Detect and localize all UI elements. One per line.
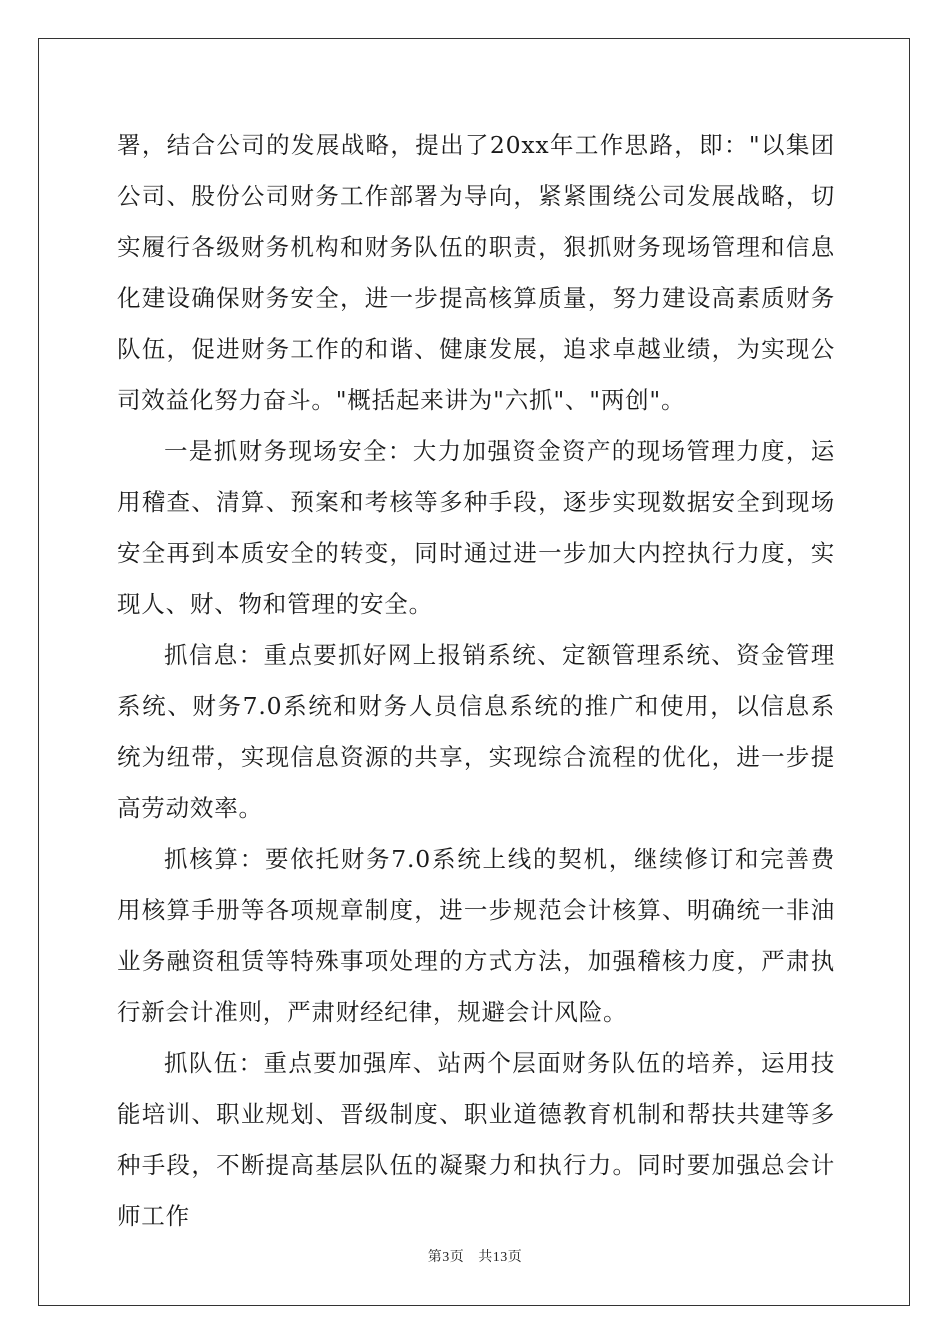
paragraph-team: 抓队伍：重点要加强库、站两个层面财务队伍的培养，运用技能培训、职业规划、晋级制度、职业道德教育机制和帮扶共建等多种手段，不断提高基层队伍的凝聚力和执行力。同时要加强总会计师工作 bbox=[117, 1049, 835, 1230]
paragraph-information: 抓信息：重点要抓好网上报销系统、定额管理系统、资金管理系统、财务7.0系统和财务人员信息系统的推广和使用，以信息系统为纽带，实现信息资源的共享，实现综合流程的优化，进一步提高劳动效率。 bbox=[117, 641, 835, 822]
paragraph-safety: 一是抓财务现场安全：大力加强资金资产的现场管理力度，运用稽查、清算、预案和考核等多种手段，逐步实现数据安全到现场安全再到本质安全的转变，同时通过进一步加大内控执行力度，实现人、财、物和管理的安全。 bbox=[117, 437, 835, 618]
page-number: 第3页 bbox=[427, 1250, 465, 1265]
document-body bbox=[117, 120, 835, 1242]
page-total: 共13页 bbox=[478, 1250, 523, 1265]
paragraph-intro: 署，结合公司的发展战略，提出了20xx年工作思路，即："以集团公司、股份公司财务工作部署为导向，紧紧围绕公司发展战略，切实履行各级财务机构和财务队伍的职责，狠抓财务现场管理和信息化建设确保财务安全，进一步提高核算质量，努力建设高素质财务队伍，促进财务工作的和谐、健康发展，追求卓越业绩，为实现公司效益化努力奋斗。"概括起来讲为"六抓"、"两创"。 bbox=[117, 131, 835, 414]
page-footer bbox=[0, 1246, 950, 1266]
paragraph-accounting: 抓核算：要依托财务7.0系统上线的契机，继续修订和完善费用核算手册等各项规章制度，进一步规范会计核算、明确统一非油业务融资租赁等特殊事项处理的方式方法，加强稽核力度，严肃执行新会计准则，严肃财经纪律，规避会计风险。 bbox=[117, 845, 835, 1026]
